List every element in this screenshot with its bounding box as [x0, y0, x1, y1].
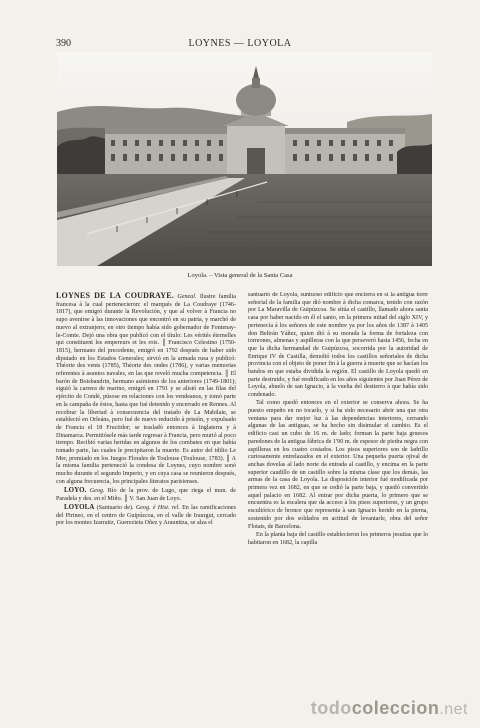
- entry-heading-loyola: LOYOLA: [64, 502, 95, 511]
- entry-text-loyola: En las ramificaciones del Pirineo, en el centro de Guipúzcoa, en el valle de Iraurgui, cercado por los montes Izarraitz, Guerezieta Oñez y Araunttza, se alza el: [56, 504, 236, 527]
- running-head: LOYNES — LOYOLA: [188, 38, 292, 49]
- entry-label-loyo: Geog.: [89, 488, 105, 495]
- entry-heading-loyo: LOYO.: [64, 486, 87, 495]
- entry-text-loyo: Río de la prov. de Lugo, que riega el mun. de Paradela y des. en el Miño. ║ V. San Juan de Loyo.: [56, 488, 236, 502]
- entry-text-loynes: Ilustre familia francesa à la cual pertenecieron: el marqués de La Coudraye (1746-1817), que emigró durante la Revolución, y que al volver à Francia no supo avenirse à las innovaciones que encontró en su patria, y marchó de nuevo al extranjero; en otro tiempo había sido gobernador de Fontenay-le-Comte. Dejó una obra que publicó con el título: Les vérités éternelles qui constituent les empereurs et les rois. ║ Francisco Celestino (1750-1815), hermano del precedente, emigró en 1792 después de haber sido diputado en los Estados Generales; sirvió en la armada rusa y publicó: Théorie des vents (1785), Théorie des ondes (1786), y varias memorias referentes à asuntos navales, en las que reveló mucha competencia. ║ El barón de Boisbaudrin, hermano asimismo de los anteriores (1749-1801); siguió la carrera de marino, emigró en 1791 y se alistó en las filas del ejército de Condé, púsose en relaciones con los vendeanos, y tomó parte en la campaña de éstos, hasta que fué detenido y encerrado en Rennes. Al recobrar la libertad à consecuencia del tratado de La Mabilaie, se estableció en Orleáns, pero fué de nuevo reducido à prisión, y expulsado de Francia el 18 Fructidor; se trasladó entonces à Inglaterra y à Dinamarca. Permitiósele más tarde regresar à Francia, pero murió al poco tiempo. Recibió varias heridas en algunos de los combates en que había tomado parte, las cuales le precipitaron la muerte. Es autor del idilio Le Mer, premiado en los Juegos Florales de Toulouse (Toulouse, 1783). ║ A la misma familia perteneció la condesa de Loynes, cuyo nombre sonó mucho durante el segundo Imperio, y en cuya casa se reunieron después, con alguna frecuencia, los principales literatos parisienses.: [56, 294, 236, 485]
- loyola-paragraph-1: santuario de Loyola, suntuoso edificio que encierra en sí la antigua torre señorial de la familia que dió nombre à dicha comarca, tenido con razón por La Maravilla de Guipúzcoa. Se sitúa el castillo, llamado ahora santa casa por haber nacido en él el santo, en la primera mitad del siglo XIV, y pertenecía à los señores de este nombre ya por los años de 1387 à 1405 don Beltrán Yáñez, quien dió à su morada la forma de fortaleza con torreones, almenas y aspilleras con la que perseveró hasta 1456, fecha en que la dicha hermandad de Guipúzcoa, socorrida por la autoridad de Enrique IV de Castilla, demolió todos los castillos señoriales de dicha provincia con el objeto de poner fin à la guerra à muerte que se hacían los bandos en que estaba dividida la región. El castillo de Loyola quedó en parte destruido, y fué reedificado en los años siguientes por Juan Pérez de Loyola, abuelo de san Ignacio, à la vuelta del destierro à que había sido condenado.: [248, 292, 428, 399]
- watermark: [311, 698, 468, 719]
- entry-label-loynes: Geneal.: [177, 294, 197, 300]
- entry-label-loyola: Geog. é Hist. rel.: [135, 504, 180, 511]
- loyola-paragraph-2: Tal como quedó entonces en el exterior se conserva ahora. Se ha puesto empeño en no tocarlo, y sí ha sido necesario abrir una que otra ventana para dar mejor luz à las dependencias interiores, cerrando algunas de las antiguas, se ha hecho sin disimular el cambio. Es el edificio casi un cubo de 16 m. de lado; forman la parte baja gruesos paredones de la antigua fábrica de 1'90 m. de espesor de piedra negra con aspilleras en los cuatro costados. Los pisos superiores son de ladrillo curiosamente entrelazados en el exterior. Una pequeña puerta ojival de anchas dovelas al lado norte da entrada al castillo, y encima en la parte superior caudillo de un castillo sobre la misma clase que los demás, las armas de la casa de Loyola. La disposición interior fué modificada por primera vez en 1682, en que se cedió la parte baja, y quedó convertido aquel palacio en 1682. Al entrar por dicha puerta, lo primero que se encuentra es la escalera que da acceso à los pisos superiores, y un grupo escultórico de bronce que representa à san Ignacio herido en la pierna, sostenido por dos soldados en actitud de levantarle, obra del señor Flotats, de Barcelona.: [248, 400, 428, 530]
- entry-subhead-loyola: (Santuario de).: [96, 504, 134, 511]
- watermark-part-b: coleccion: [351, 698, 440, 718]
- entry-heading-loynes: LOYNES DE LA COUDRAYE.: [56, 292, 175, 300]
- right-column: [248, 292, 428, 672]
- page-number: 390: [56, 38, 71, 49]
- left-column: [56, 292, 236, 672]
- figure-caption: Loyola. – Vista general de la Santa Casa: [187, 272, 293, 279]
- watermark-part-a: todo: [310, 698, 352, 718]
- watermark-part-c: .net: [439, 701, 468, 718]
- santa-casa-photograph: [57, 52, 432, 266]
- loyola-paragraph-3: En la planta baja del castillo establecieron los primeros jesuitas que lo habitaron en 1682, la capilla: [248, 531, 428, 546]
